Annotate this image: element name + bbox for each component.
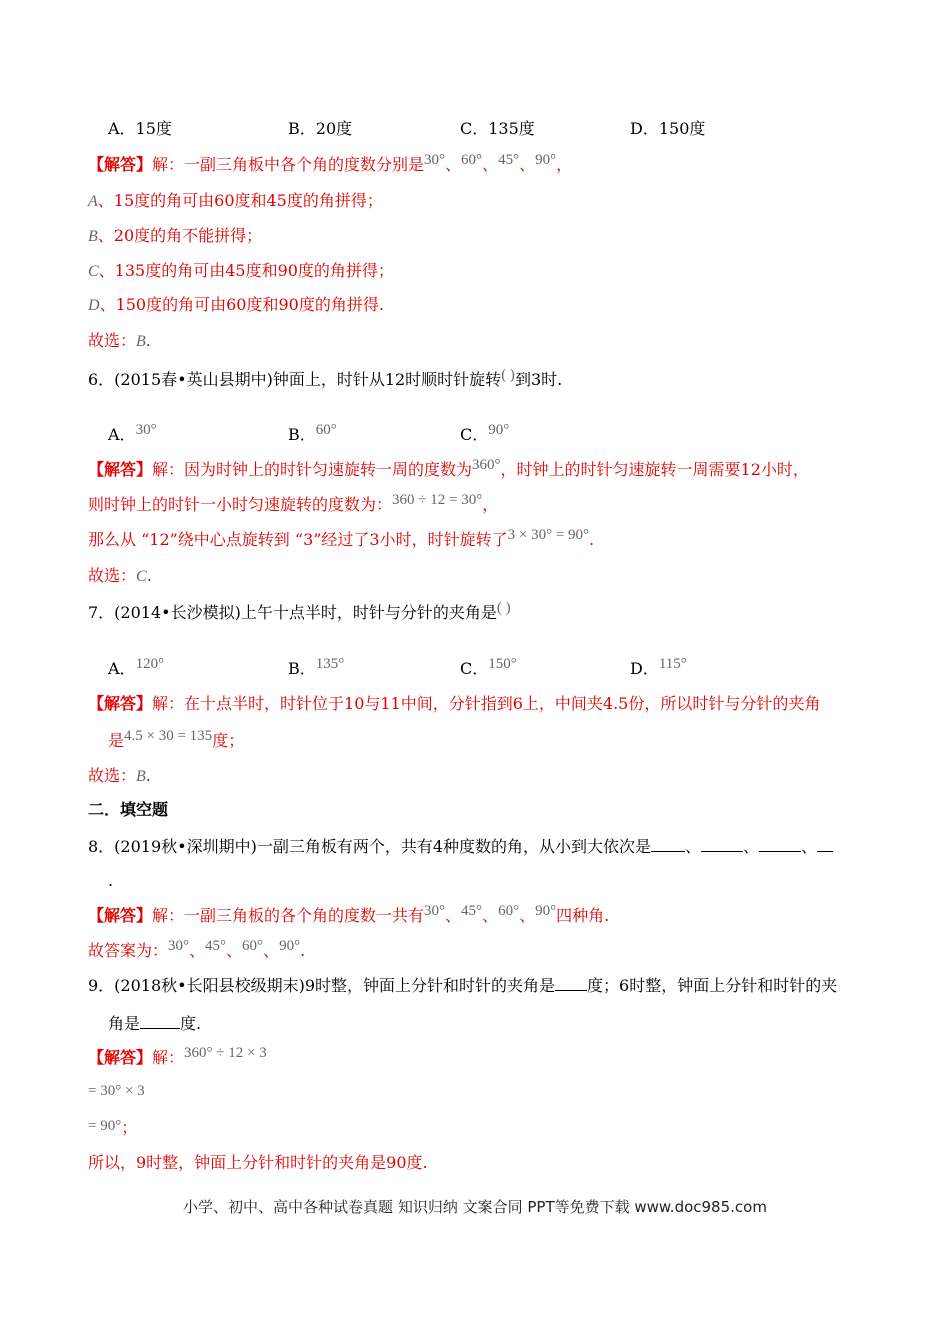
answer-text: 是 (108, 731, 125, 750)
option-value: 30° (135, 422, 157, 438)
option-value: 60° (315, 422, 337, 438)
section-title: 二．填空题 (88, 800, 169, 819)
math-expr: 4.5 × 30 = 135 (124, 728, 213, 744)
answer-text: 解：在十点半时，时针位于10与11中间，分针指到6上，中间夹4.5份，所以时针与分针的夹角 (152, 694, 821, 713)
fill-blank (701, 835, 743, 852)
line-text: 、20度的角不能拼得； (97, 226, 263, 245)
q6-stem (88, 369, 562, 392)
q9-stem-1 (88, 974, 837, 997)
separator: ， (556, 155, 573, 174)
math-expr: 360° ÷ 12 × 3 (184, 1045, 267, 1061)
angle-value: 60° (461, 152, 483, 168)
option-label: C． (460, 659, 489, 678)
q6-answer-3 (88, 529, 594, 552)
answer-label: 【解答】 (88, 906, 153, 925)
q7-answer-2 (108, 730, 244, 753)
choose-letter: B (136, 333, 146, 350)
answer-label: 【解答】 (88, 1048, 153, 1067)
q5-line-a (88, 190, 383, 213)
q6-answer-2 (88, 494, 498, 517)
option-label: B． (288, 425, 316, 444)
separator: 、 (743, 837, 760, 856)
question-text-end: 到3时. (514, 370, 563, 389)
period: . (146, 566, 152, 585)
angle-value: 90° (535, 152, 557, 168)
angle-value: 30° (424, 903, 446, 919)
q7-option-c (460, 658, 517, 681)
answer-text: 那么从 “12”绕中心点旋转到 “3”经过了3小时，时针旋转了 (88, 530, 508, 549)
option-value: 120° (135, 656, 165, 672)
fill-blank (817, 835, 833, 852)
separator: 、 (226, 941, 243, 960)
question-text: 角是 (108, 1014, 141, 1033)
q9-answer (88, 1047, 267, 1070)
q7-option-d (630, 658, 687, 681)
question-text: 9．(2018秋•长阳县校级期末)9时整，钟面上分针和时针的夹角是 (88, 976, 556, 995)
math-expr: = 90° (88, 1118, 122, 1134)
answer-text-end: 四种角. (556, 906, 610, 925)
separator: 、 (482, 155, 499, 174)
option-label: A． (108, 659, 136, 678)
option-letter: B (88, 228, 98, 245)
angle-value: 90° (535, 903, 557, 919)
separator: 、 (445, 906, 462, 925)
answer-paren: ( ) (496, 600, 511, 616)
q8-stem-end: . (108, 871, 114, 890)
q6-option-c (460, 424, 509, 447)
q7-option-a (108, 658, 164, 681)
option-value: 135° (315, 656, 345, 672)
answer-text-end: ，时钟上的时针匀速旋转一周需要12小时， (500, 460, 809, 479)
choose-label: 故选： (88, 331, 137, 350)
q7-choose (88, 765, 151, 788)
answer-text-end: 度； (212, 731, 245, 750)
period: . (300, 941, 306, 960)
angle-value: 90° (279, 938, 301, 954)
period: . (145, 766, 151, 785)
line-text: 、15度的角可由60度和45度的角拼得； (97, 191, 383, 210)
separator: 、 (519, 906, 536, 925)
period: . (145, 331, 151, 350)
math-expr: = 30° × 3 (88, 1083, 145, 1099)
answer-paren: ( ) (501, 367, 515, 383)
separator: 、 (801, 837, 818, 856)
answer-label: 【解答】 (88, 155, 153, 174)
answer-text: 则时钟上的时针一小时匀速旋转的度数为： (88, 495, 393, 514)
q5-line-b (88, 225, 262, 248)
angle-value: 45° (461, 903, 483, 919)
q5-answer (88, 154, 572, 177)
q9-calc-2 (88, 1082, 145, 1105)
option-letter: A (88, 193, 98, 210)
separator: 、 (482, 906, 499, 925)
angle-value: 60° (498, 903, 520, 919)
angle-value: 30° (424, 152, 446, 168)
q6-answer-1 (88, 459, 809, 482)
answer-label: 【解答】 (88, 694, 153, 713)
question-text: 6．(2015春•英山县期中)钟面上，时针从12时顺时针旋转 (88, 370, 502, 389)
answer-text: 解：一副三角板的各个角的度数一共有 (152, 906, 425, 925)
choose-label: 故选： (88, 766, 137, 785)
q7-stem (88, 602, 511, 625)
q9-conclusion: 所以，9时整，钟面上分针和时针的夹角是90度. (88, 1153, 428, 1172)
q9-calc-3 (88, 1117, 137, 1140)
q5-choose (88, 330, 151, 353)
choose-label: 故选： (88, 566, 137, 585)
q6-option-b (288, 424, 337, 447)
fill-blank (140, 1012, 180, 1029)
answer-text: 解：因为时钟上的时针匀速旋转一周的度数为 (152, 460, 473, 479)
option-letter: D (88, 297, 100, 314)
answer-text: 解： (152, 1048, 185, 1067)
separator: 、 (685, 837, 702, 856)
q8-stem (88, 835, 833, 858)
q5-line-d (88, 294, 384, 317)
q5-option-c: C．135度 (460, 119, 535, 138)
q8-answer (88, 905, 609, 928)
option-label: A． (108, 425, 136, 444)
answer-text-end: . (589, 530, 595, 549)
option-letter: C (88, 263, 99, 280)
q7-answer-1 (88, 693, 820, 715)
q5-option-b: B．20度 (288, 119, 353, 138)
question-text: 8．(2019秋•深圳期中)一副三角板有两个，共有4种度数的角，从小到大依次是 (88, 837, 652, 856)
separator: 、 (445, 155, 462, 174)
question-text-mid: 度；6时整，钟面上分针和时针的夹 (587, 976, 838, 995)
angle-value: 30° (168, 938, 190, 954)
final-label: 故答案为： (88, 941, 169, 960)
q5-option-d: D．150度 (630, 119, 706, 138)
separator: 、 (519, 155, 536, 174)
choose-letter: C (136, 568, 147, 585)
q8-final (88, 940, 305, 963)
option-value: 150° (488, 656, 517, 672)
separator: 、 (263, 941, 280, 960)
fill-blank (651, 835, 685, 852)
option-value: 115° (658, 656, 687, 672)
angle-value: 60° (242, 938, 264, 954)
line-text: 、150度的角可由60度和90度的角拼得. (99, 295, 384, 314)
answer-label: 【解答】 (88, 460, 153, 479)
math-expr: 360 ÷ 12 = 30° (392, 492, 483, 508)
option-label: D． (630, 659, 659, 678)
answer-text: 解：一副三角板中各个角的度数分别是 (152, 155, 425, 174)
answer-text-end: ， (482, 495, 499, 514)
choose-letter: B (136, 768, 146, 785)
q6-option-a (108, 424, 157, 447)
semicolon: ； (121, 1118, 138, 1137)
q7-option-b (288, 658, 344, 681)
question-text-end: 度. (180, 1014, 202, 1033)
angle-value: 45° (205, 938, 227, 954)
q5-line-c (88, 260, 394, 283)
page-footer: 小学、初中、高中各种试卷真题 知识归纳 文案合同 PPT等免费下载 www.doc985.com (183, 1198, 767, 1216)
q9-stem-2 (108, 1012, 201, 1035)
line-text: 、135度的角可由45度和90度的角拼得； (98, 261, 394, 280)
option-label: C． (460, 425, 489, 444)
math-expr: 3 × 30° = 90° (507, 527, 590, 543)
q6-choose (88, 565, 152, 588)
angle-value: 45° (498, 152, 520, 168)
math-expr: 360° (472, 457, 501, 473)
question-text: 7．(2014•长沙模拟)上午十点半时，时针与分针的夹角是 (88, 603, 497, 622)
option-value: 90° (488, 422, 510, 438)
fill-blank (759, 835, 801, 852)
option-label: B． (288, 659, 316, 678)
fill-blank (555, 974, 587, 991)
q5-option-a: A．15度 (108, 119, 172, 138)
separator: 、 (189, 941, 206, 960)
